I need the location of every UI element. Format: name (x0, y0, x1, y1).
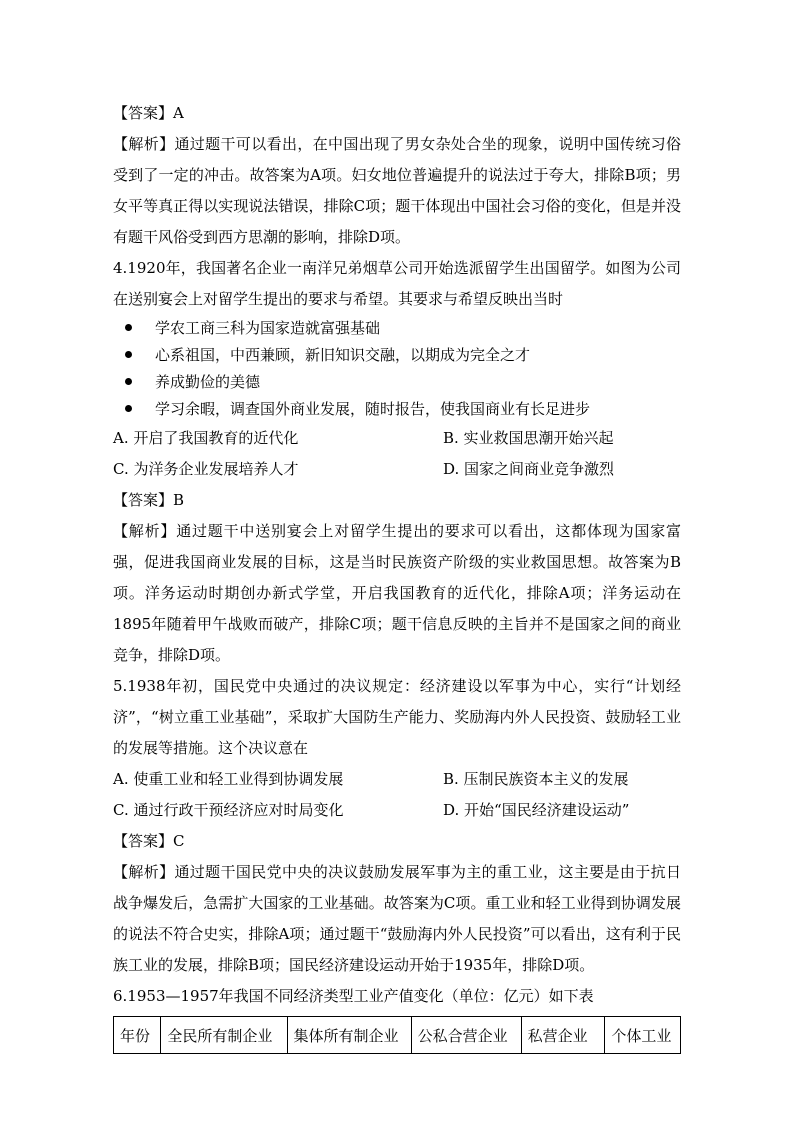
list-item: 学习余暇，调查国外商业发展，随时报告，使我国商业有长足进步 (113, 396, 681, 423)
q5-analysis: 【解析】通过题干国民党中央的决议鼓励发展军事为主的重工业，这主要是由于抗日战争爆发后，急需扩大国家的工业基础。故答案为C项。重工业和轻工业得到协调发展的说法不符合史实，排除A项；通过题干“鼓励海内外人民投资”可以看出，这有利于民族工业的发展，排除B项；国民经济建设运动开始于1935年，排除D项。 (113, 863, 681, 974)
document-page (113, 98, 681, 1054)
table-header-cell: 个体工业 (605, 1017, 681, 1054)
q5-options (113, 764, 681, 826)
table-header-cell: 公私合营企业 (411, 1017, 521, 1054)
q6-table (113, 1016, 681, 1054)
table-header-cell: 私营企业 (521, 1017, 605, 1054)
q4-stem: 4.1920年，我国著名企业一南洋兄弟烟草公司开始选派留学生出国留学。如图为公司在送别宴会上对留学生提出的要求与希望。其要求与希望反映出当时 (113, 259, 681, 308)
q5-option-d: D. 开始“国民经济建设运动” (443, 801, 630, 819)
q4-analysis: 【解析】通过题干中送别宴会上对留学生提出的要求可以看出，这都体现为国家富强，促进我国商业发展的目标，这是当时民族资产阶级的实业救国思想。故答案为B项。洋务运动时期创办新式学堂，开启我国教育的近代化，排除A项；洋务运动在1895年随着甲午战败而破产，排除C项；题干信息反映的主旨并不是国家之间的商业竞争，排除D项。 (113, 522, 681, 664)
q5-option-a: A. 使重工业和轻工业得到协调发展 (113, 770, 344, 788)
q4-option-a: A. 开启了我国教育的近代化 (113, 429, 299, 447)
q4-options (113, 423, 681, 485)
q5-stem: 5.1938年初，国民党中央通过的决议规定：经济建设以军事为中心，实行“计划经济”，“树立重工业基础”，采取扩大国防生产能力、奖励海内外人民投资、鼓励轻工业的发展等措施。这个决议意在 (113, 677, 681, 757)
q6-stem: 6.1953—1957年我国不同经济类型工业产值变化（单位：亿元）如下表 (113, 987, 594, 1005)
table-header-cell: 全民所有制企业 (161, 1017, 287, 1054)
bullet-dot-icon (125, 351, 132, 358)
q5-answer: 【答案】C (113, 832, 185, 850)
list-item: 养成勤俭的美德 (113, 369, 681, 396)
table-header-cell: 年份 (114, 1017, 161, 1054)
list-item: 心系祖国，中西兼顾，新旧知识交融，以期成为完全之才 (113, 342, 681, 369)
q4-bullet-list (113, 315, 681, 423)
bullet-dot-icon (125, 378, 132, 385)
list-item: 学农工商三科为国家造就富强基础 (113, 315, 681, 342)
q4-answer: 【答案】B (113, 491, 185, 509)
table-header-cell: 集体所有制企业 (287, 1017, 411, 1054)
q3-analysis: 【解析】通过题干可以看出，在中国出现了男女杂处合坐的现象，说明中国传统习俗受到了一定的冲击。故答案为A项。妇女地位普遍提升的说法过于夸大，排除B项；男女平等真正得以实现说法错误，排除C项；题干体现出中国社会习俗的变化，但是并没有题干风俗受到西方思潮的影响，排除D项。 (113, 135, 681, 246)
q4-option-c: C. 为洋务企业发展培养人才 (113, 460, 299, 478)
bullet-dot-icon (125, 405, 132, 412)
table-header-row (114, 1017, 681, 1054)
q5-option-b: B. 压制民族资本主义的发展 (443, 770, 629, 788)
q3-answer: 【答案】A (113, 104, 184, 122)
q4-option-b: B. 实业救国思潮开始兴起 (443, 429, 614, 447)
q5-option-c: C. 通过行政干预经济应对时局变化 (113, 801, 344, 819)
q4-option-d: D. 国家之间商业竞争激烈 (443, 460, 615, 478)
bullet-dot-icon (125, 324, 132, 331)
